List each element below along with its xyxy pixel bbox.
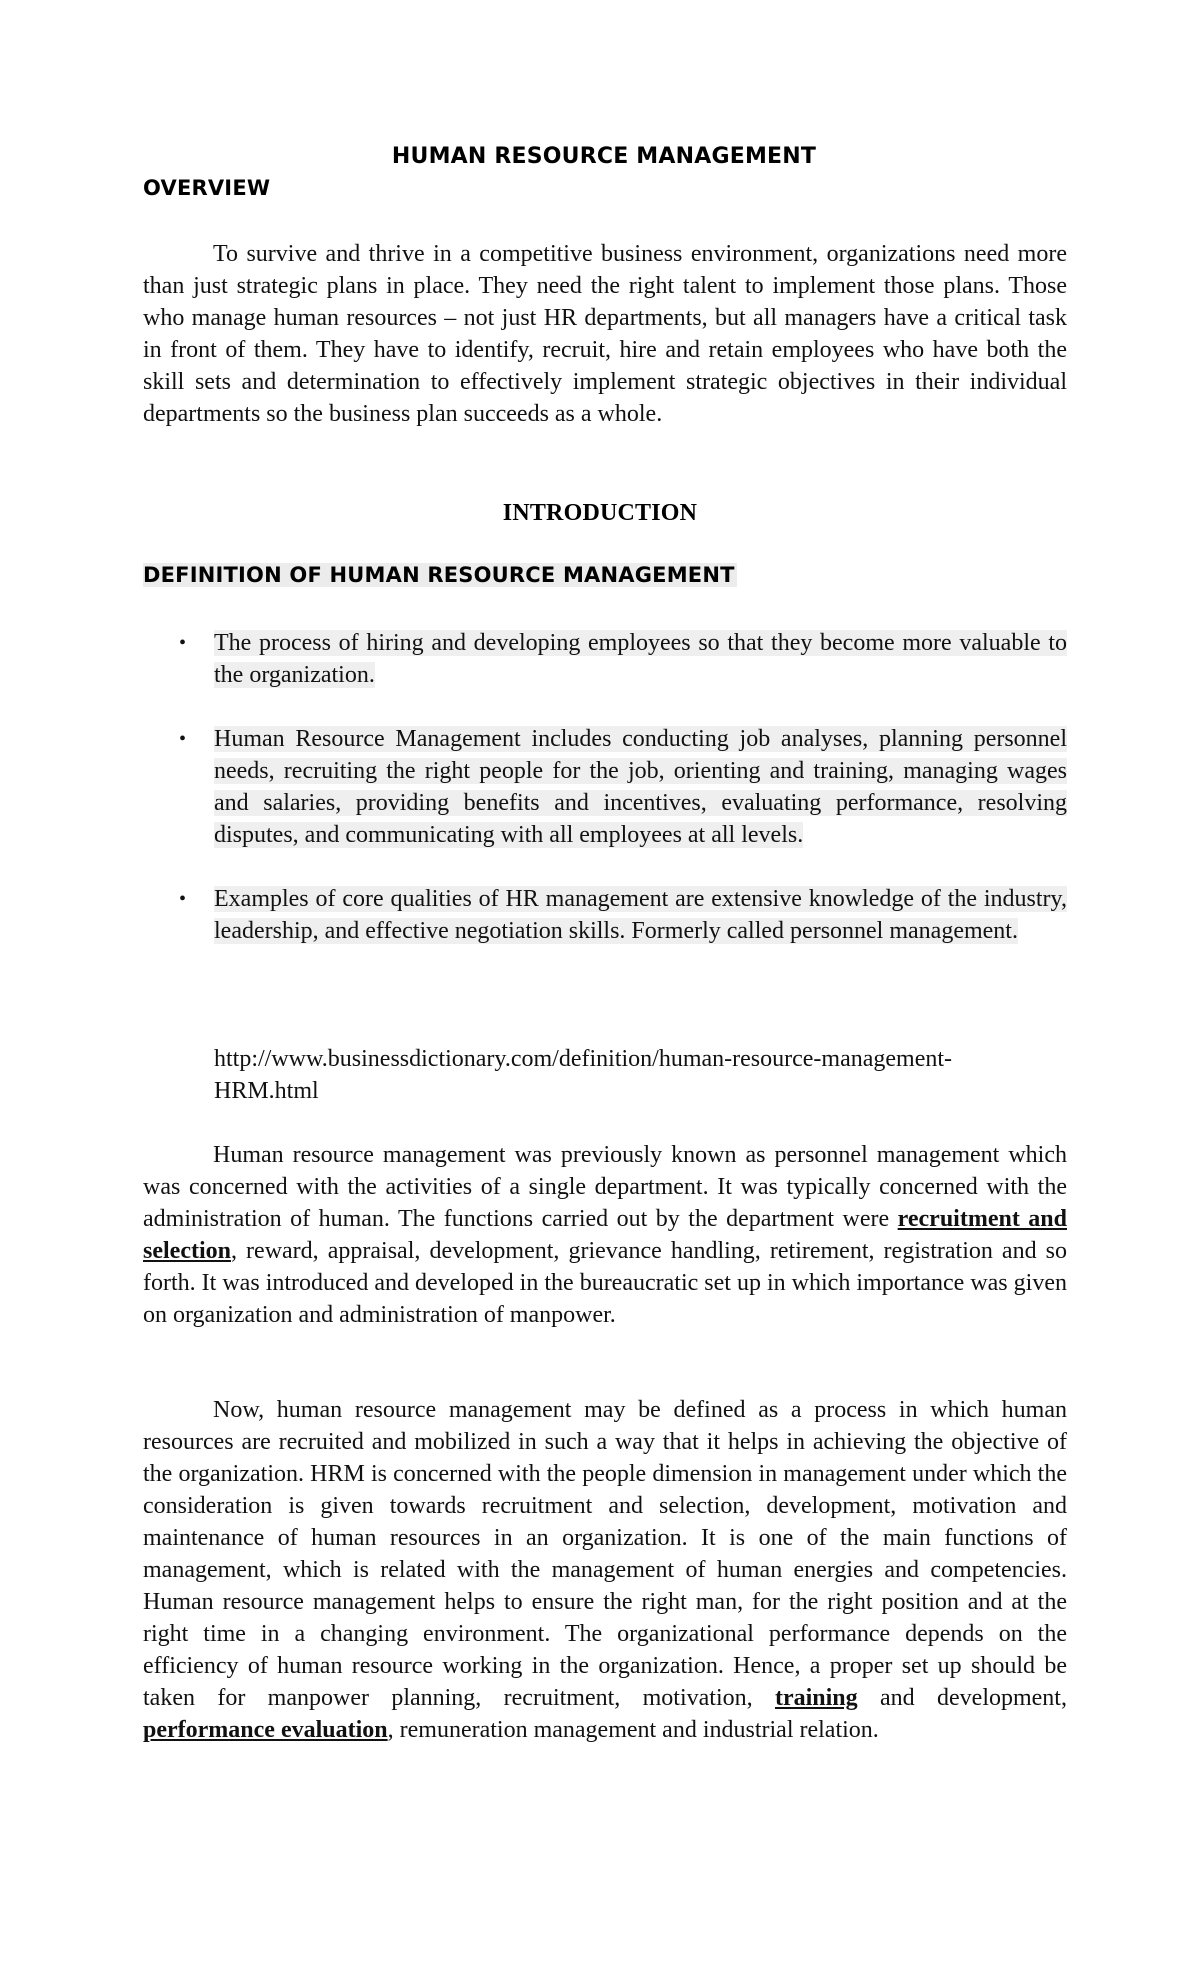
bullet-icon: • xyxy=(179,728,187,750)
definition-bullet-list xyxy=(143,627,1067,979)
source-link[interactable]: http://www.businessdictionary.com/definition/human-resource-management-HRM.html xyxy=(214,1046,953,1104)
document-title: HUMAN RESOURCE MANAGEMENT xyxy=(391,144,817,169)
recruitment-selection-link[interactable]: recruitment and selection xyxy=(143,1206,1067,1264)
bullet-icon: • xyxy=(179,632,187,654)
introduction-heading: INTRODUCTION xyxy=(502,500,698,526)
list-item xyxy=(143,723,1067,851)
list-item xyxy=(143,883,1067,947)
definition-heading: DEFINITION OF HUMAN RESOURCE MANAGEMENT xyxy=(143,563,735,587)
overview-heading: OVERVIEW xyxy=(143,176,271,200)
bullet-text: The process of hiring and developing employees so that they become more valuable to the organization. xyxy=(214,630,1067,688)
training-link[interactable]: training xyxy=(774,1685,858,1711)
performance-evaluation-link[interactable]: performance evaluation xyxy=(143,1717,388,1743)
overview-paragraph: To survive and thrive in a competitive business environment, organizations need more than just strategic plans in place. They need the right talent to implement those plans. Those who manage human resources – not just HR departments, but all managers have a critical task in front of them. They have to identify, recruit, hire and retain employees who have both the skill sets and determination to effectively implement strategic objectives in their individual departments so the business plan succeeds as a whole. xyxy=(143,241,1067,427)
bullet-icon: • xyxy=(179,888,187,910)
history-paragraph: Human resource management was previously known as personnel management which was concerned with the activities of a single department. It was typically concerned with the administration of human. The functions carried out by the department were recruitment and selection, reward, appraisal, development, grievance handling, retirement, registration and so forth. It was introduced and developed in the bureaucratic set up in which importance was given on organization and administration of manpower. xyxy=(143,1142,1067,1328)
definition-paragraph: Now, human resource management may be defined as a process in which human resources are recruited and mobilized in such a way that it helps in achieving the objective of the organization. HRM is concerned with the people dimension in management under which the consideration is given towards recruitment and selection, development, motivation and maintenance of human resources in an organization. It is one of the main functions of management, which is related with the management of human energies and competencies. Human resource management helps to ensure the right man, for the right position and at the right time in a changing environment. The organizational performance depends on the efficiency of human resource working in the organization. Hence, a proper set up should be taken for manpower planning, recruitment, motivation, training and development, performance evaluation, remuneration management and industrial relation. xyxy=(143,1397,1067,1743)
list-item xyxy=(143,627,1067,691)
bullet-text: Examples of core qualities of HR management are extensive knowledge of the industry, leadership, and effective negotiation skills. Formerly called personnel management. xyxy=(214,886,1067,944)
bullet-text: Human Resource Management includes conducting job analyses, planning personnel needs, recruiting the right people for the job, orienting and training, managing wages and salaries, providing benefits and incentives, evaluating performance, resolving disputes, and communicating with all employees at all levels. xyxy=(214,726,1067,848)
